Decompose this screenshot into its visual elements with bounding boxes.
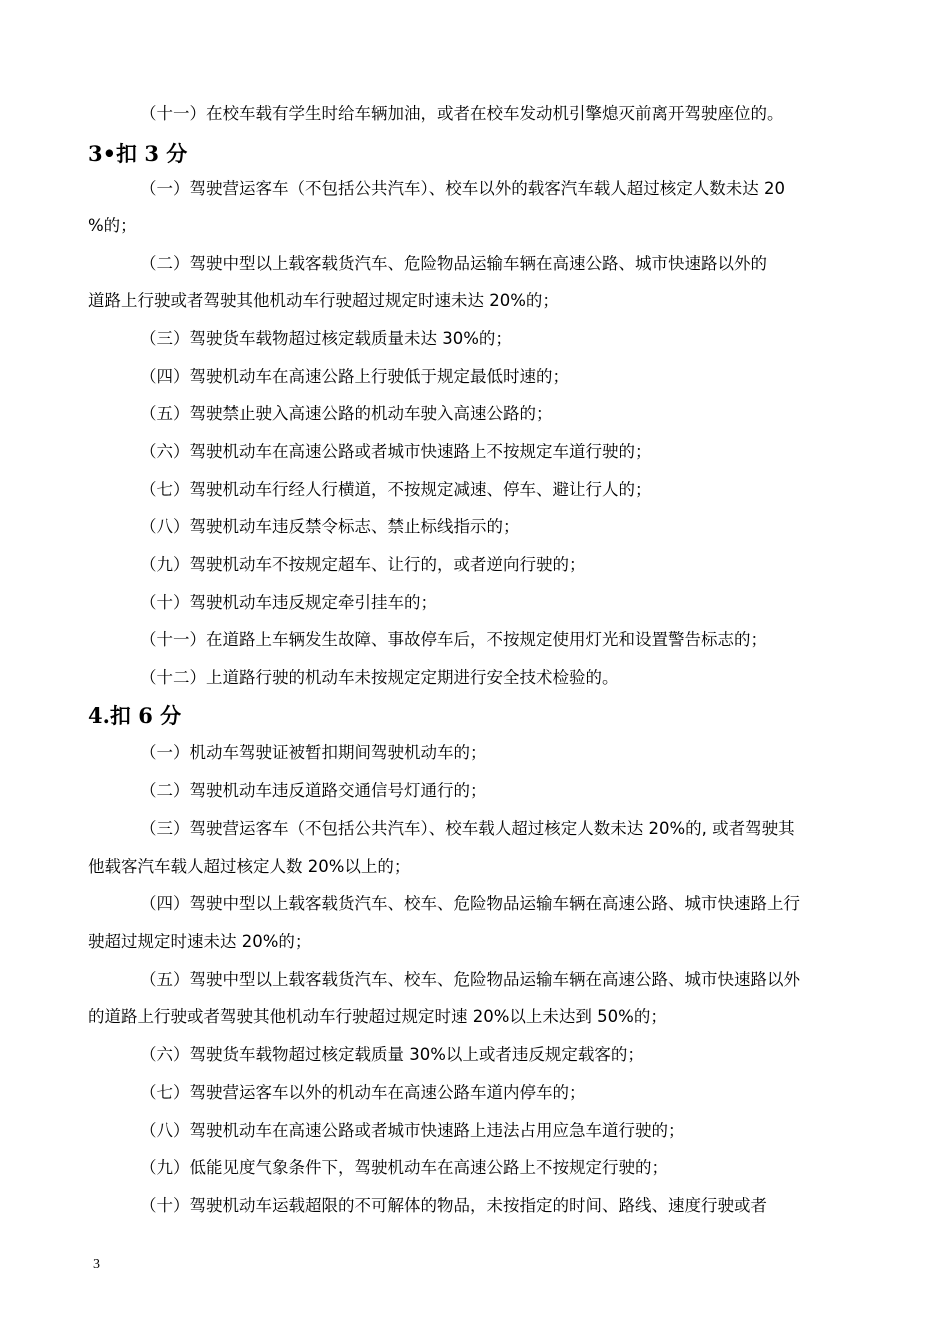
page-number: 3 (93, 1257, 100, 1272)
paragraph-3-1-line2: %的； (88, 216, 137, 235)
paragraph-3-4: （四）驾驶机动车在高速公路上行驶低于规定最低时速的； (140, 367, 569, 386)
paragraph-4-4-line2: 驶超过规定时速未达 20%的； (88, 932, 312, 951)
paragraph-3-8: （八）驾驶机动车违反禁令标志、禁止标线指示的； (140, 517, 520, 536)
paragraph-3-10: （十）驾驶机动车违反规定牵引挂车的； (140, 593, 437, 612)
paragraph-2-11: （十一）在校车载有学生时给车辆加油，或者在校车发动机引擎熄灭前离开驾驶座位的。 (140, 104, 784, 123)
paragraph-4-4-line1: （四）驾驶中型以上载客载货汽车、校车、危险物品运输车辆在高速公路、城市快速路上行 (140, 894, 800, 913)
paragraph-3-2-line1: （二）驾驶中型以上载客载货汽车、危险物品运输车辆在高速公路、城市快速路以外的 (140, 254, 767, 273)
paragraph-3-7: （七）驾驶机动车行经人行横道，不按规定减速、停车、避让行人的； (140, 480, 652, 499)
paragraph-4-10-line1: （十）驾驶机动车运载超限的不可解体的物品，未按指定的时间、路线、速度行驶或者 (140, 1196, 767, 1215)
paragraph-3-2-line2: 道路上行驶或者驾驶其他机动车行驶超过规定时速未达 20%的； (88, 291, 559, 310)
paragraph-4-5-line2: 的道路上行驶或者驾驶其他机动车行驶超过规定时速 20%以上未达到 50%的； (88, 1007, 667, 1026)
section-heading-3: 3•扣 3 分 (88, 141, 188, 166)
paragraph-4-5-line1: （五）驾驶中型以上载客载货汽车、校车、危险物品运输车辆在高速公路、城市快速路以外 (140, 970, 800, 989)
section-heading-4: 4.扣 6 分 (88, 703, 182, 728)
paragraph-4-7: （七）驾驶营运客车以外的机动车在高速公路车道内停车的； (140, 1083, 586, 1102)
paragraph-4-9: （九）低能见度气象条件下，驾驶机动车在高速公路上不按规定行驶的； (140, 1158, 668, 1177)
paragraph-4-8: （八）驾驶机动车在高速公路或者城市快速路上违法占用应急车道行驶的； (140, 1121, 685, 1140)
paragraph-4-2: （二）驾驶机动车违反道路交通信号灯通行的； (140, 781, 487, 800)
paragraph-4-3-line1: （三）驾驶营运客车（不包括公共汽车）、校车载人超过核定人数未达 20%的, 或者驾驶其 (140, 819, 795, 838)
paragraph-4-3-line2: 他载客汽车载人超过核定人数 20%以上的； (88, 857, 411, 876)
paragraph-3-5: （五）驾驶禁止驶入高速公路的机动车驶入高速公路的； (140, 404, 553, 423)
paragraph-3-1-line1: （一）驾驶营运客车（不包括公共汽车）、校车以外的载客汽车载人超过核定人数未达 20 (140, 179, 785, 198)
paragraph-4-1: （一）机动车驾驶证被暂扣期间驾驶机动车的； (140, 743, 487, 762)
paragraph-4-6: （六）驾驶货车载物超过核定载质量 30%以上或者违反规定载客的； (140, 1045, 644, 1064)
paragraph-3-6: （六）驾驶机动车在高速公路或者城市快速路上不按规定车道行驶的； (140, 442, 652, 461)
paragraph-3-12: （十二）上道路行驶的机动车未按规定定期进行安全技术检验的。 (140, 668, 619, 687)
paragraph-3-3: （三）驾驶货车载物超过核定载质量未达 30%的； (140, 329, 512, 348)
paragraph-3-11: （十一）在道路上车辆发生故障、事故停车后，不按规定使用灯光和设置警告标志的； (140, 630, 767, 649)
paragraph-3-9: （九）驾驶机动车不按规定超车、让行的，或者逆向行驶的； (140, 555, 586, 574)
